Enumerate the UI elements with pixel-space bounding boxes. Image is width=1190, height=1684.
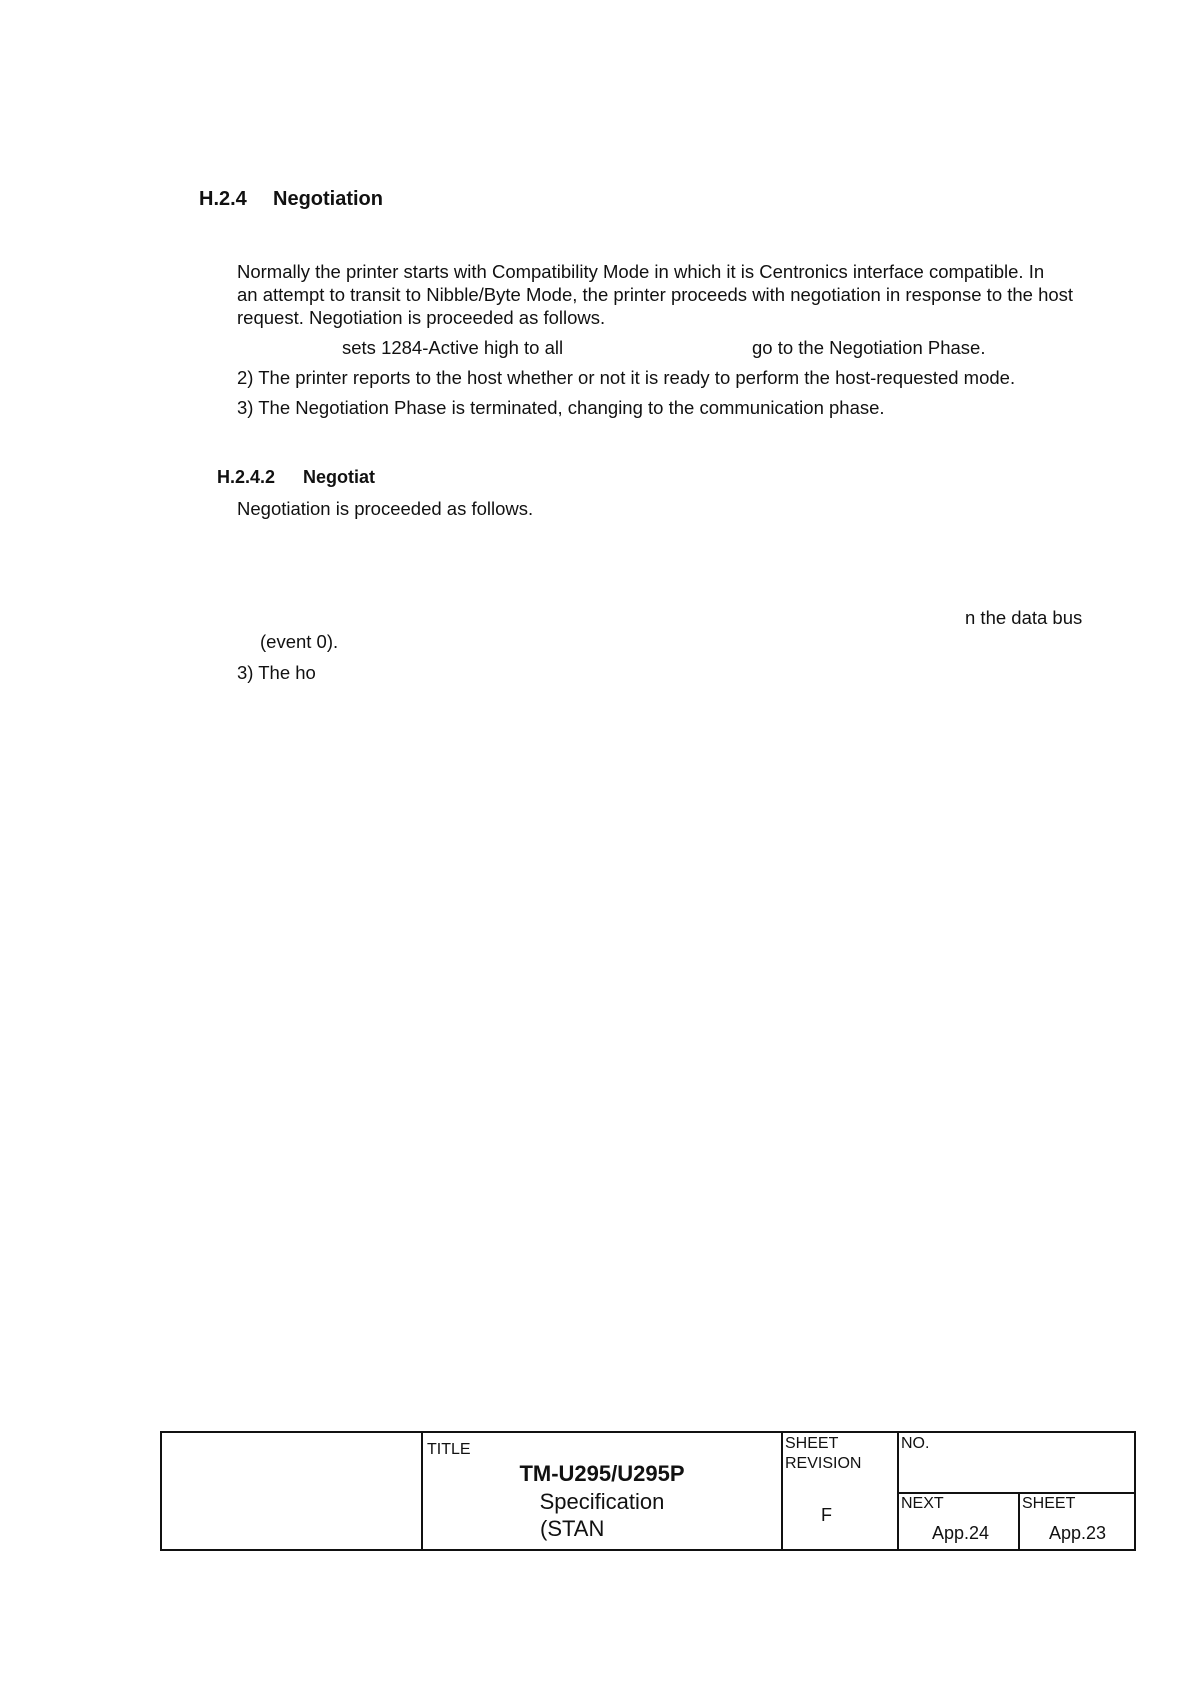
subsection-lead: Negotiation is proceeded as follows. xyxy=(237,498,534,519)
document-title: TM-U295/U295P xyxy=(519,1461,685,1486)
sheet-label: SHEET xyxy=(1022,1495,1076,1512)
revision-value: F xyxy=(821,1505,832,1525)
no-label: NO. xyxy=(901,1435,930,1452)
divider xyxy=(781,1433,783,1549)
fragment-event-0: (event 0). xyxy=(260,631,339,652)
document-subtitle-2: (STAN xyxy=(540,1516,605,1541)
next-value: App.24 xyxy=(932,1523,990,1543)
intro-line-1: Normally the printer starts with Compatibility Mode in which it is Centronics interface compatible. In xyxy=(237,261,1045,282)
step-3: 3) The Negotiation Phase is terminated, changing to the communication phase. xyxy=(237,397,885,418)
fragment-step-3: 3) The ho xyxy=(237,662,316,683)
step-1-part-b: go to the Negotiation Phase. xyxy=(752,337,986,358)
section-number: H.2.4 xyxy=(199,188,247,210)
next-label: NEXT xyxy=(901,1495,944,1512)
title-label: TITLE xyxy=(427,1441,471,1458)
document-subtitle: Specification xyxy=(539,1489,665,1514)
fragment-data-bus: n the data bus xyxy=(965,607,1083,628)
intro-line-2: an attempt to transit to Nibble/Byte Mode, the printer proceeds with negotiation in response to the host xyxy=(237,284,1074,305)
subsection-number: H.2.4.2 xyxy=(217,467,276,487)
divider xyxy=(897,1492,1134,1494)
divider xyxy=(1018,1492,1020,1549)
step-1-part-a: sets 1284-Active high to all xyxy=(342,337,564,358)
section-title: Negotiation xyxy=(273,188,383,210)
sheet-revision-label-1: SHEET xyxy=(785,1435,839,1452)
footer-title-block xyxy=(160,1431,1136,1551)
step-2: 2) The printer reports to the host whether or not it is ready to perform the host-requested mode. xyxy=(237,367,1016,388)
sheet-revision-label-2: REVISION xyxy=(785,1455,862,1472)
subsection-title: Negotiat xyxy=(303,467,375,487)
sheet-value: App.23 xyxy=(1049,1523,1107,1543)
intro-line-3: request. Negotiation is proceeded as follows. xyxy=(237,307,606,328)
divider xyxy=(897,1433,899,1549)
